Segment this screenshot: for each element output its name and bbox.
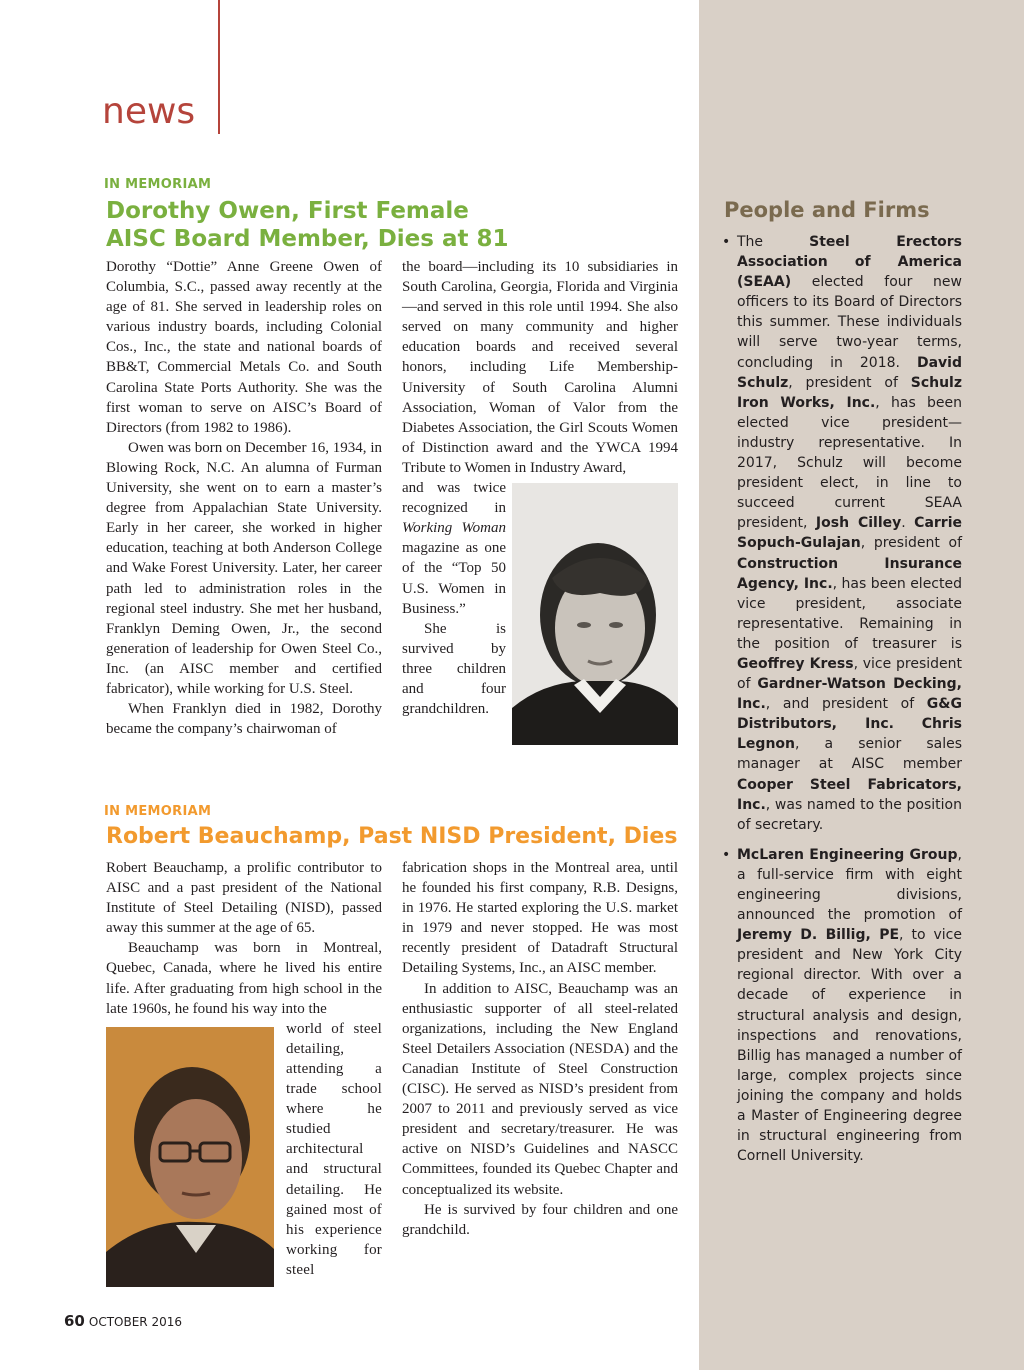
- page-footer: [64, 1312, 182, 1330]
- header-rule: [218, 0, 220, 134]
- article2-para: fabrication shops in the Montreal area, until he founded his first company, R.B. Designs, in 1976. He started exploring the U.S. market in 1979 and never stopped. He was most recently president of Datadraft Structural Detailing Systems, Inc., an AISC member.: [402, 860, 678, 977]
- text: , was named to the position of secretary.: [737, 796, 962, 833]
- article1-para: When Franklyn died in 1982, Dorothy became the company’s chairwoman of: [106, 701, 382, 738]
- article2-para: Robert Beauchamp, a prolific contributor to AISC and a past president of the National Institute of Steel Detailing (NISD), passed away this summer at the age of 65.: [106, 860, 382, 937]
- page-number: 60: [64, 1312, 85, 1330]
- article2-kicker: IN MEMORIAM: [104, 804, 212, 819]
- article1-headline-line1: Dorothy Owen, First Female: [106, 198, 469, 224]
- article2-para: Beauchamp was born in Montreal, Quebec, Canada, where he lived his entire life. After graduating from high school in the late 1960s, he found his way into the: [106, 940, 382, 1017]
- person-name: Geoffrey Kress: [737, 655, 854, 672]
- article1-headline: [106, 197, 509, 253]
- text: , a full-service firm with eight engineering divisions, announced the promotion of: [737, 846, 962, 924]
- article1-text: and was twice recognized in: [402, 480, 506, 517]
- article2-headline: Robert Beauchamp, Past NISD President, Dies: [106, 824, 678, 849]
- article1-para: She is survived by three children and four grandchildren.: [402, 620, 506, 718]
- dorothy-owen-portrait: [512, 483, 678, 745]
- person-name: Jeremy D. Billig, PE: [737, 927, 900, 944]
- org-name: McLaren Engineering Group: [737, 846, 958, 863]
- article1-kicker: IN MEMORIAM: [104, 177, 212, 192]
- text: , vice president of: [737, 655, 962, 693]
- article1-column1: [106, 257, 382, 739]
- text: , president of: [860, 535, 962, 552]
- text: , a senior sales manager at AISC member: [737, 736, 962, 773]
- text: .: [901, 515, 915, 532]
- article1-column2: [402, 257, 678, 777]
- text: elected four new officers to its Board of Directors this summer. These individuals will serve two-year terms, concluding in 2018.: [737, 274, 962, 371]
- article2-column2: [402, 858, 678, 1240]
- text: [894, 716, 922, 732]
- org-name: Schulz Iron Works, Inc.: [737, 374, 962, 411]
- text: , to vice president and New York City regional director. With over a decade of experience in structural analysis and design, inspections and renovations, Billig has managed a number of large, complex projects since joining the company and holds a Master of Engineering degree in structural engineering from Cornell University.: [737, 927, 962, 1165]
- article2-para: world of steel detailing, attending a trade school where he studied architectural and structural detailing. He gained most of his experience working for steel: [286, 1020, 382, 1278]
- org-name: Cooper Steel Fabricators, Inc.: [737, 776, 962, 813]
- sidebar-item-mclaren: [722, 845, 962, 1167]
- section-title: news: [102, 91, 196, 132]
- robert-beauchamp-photo: [106, 1027, 274, 1287]
- article2-column1: [106, 858, 382, 1287]
- article1-headline-line2: AISC Board Member, Dies at 81: [106, 226, 509, 252]
- org-name: G&G Distributors, Inc.: [737, 696, 962, 733]
- article1-text: magazine as one of the “Top 50 U.S. Women in Business.”: [402, 540, 506, 617]
- org-name: Steel Erectors Association of America (SEAA): [737, 234, 962, 291]
- article1-para: Dorothy “Dottie” Anne Greene Owen of Columbia, S.C., passed away recently at the age of 81. She served in leadership roles on various industry boards, including Colonial Cos., Inc., the state and national boards of BB&T, Commercial Metals Co. and South Carolina State Ports Authority. She was the first woman to serve on AISC’s Board of Directors (from 1982 to 1986).: [106, 259, 382, 436]
- article1-para: Owen was born on December 16, 1934, in Blowing Rock, N.C. An alumna of Furman University, she went on to earn a master’s degree from Appalachian State University. Early in her career, she worked in higher education, teaching at both Anderson College and Wake Forest University. Later, her career path led to administration roles in the regional steel industry. She met her husband, Franklyn Deming Owen, Jr., the second generation of leadership for Owen Steel Co., Inc. (an AISC member and certified fabricator), while working for U.S. Steel.: [106, 439, 382, 697]
- issue-date: OCTOBER 2016: [88, 1315, 182, 1329]
- text: , and president of: [765, 696, 927, 713]
- sidebar-content: [722, 232, 962, 1176]
- text: , has been elected vice president—industry representative. In 2017, Schulz will become president elect, in line to succeed current SEAA president,: [737, 394, 962, 532]
- text: The: [737, 234, 810, 250]
- dorothy-owen-photo: [512, 483, 678, 745]
- org-name: Construction Insurance Agency, Inc.: [737, 555, 962, 592]
- article2-para: In addition to AISC, Beauchamp was an enthusiastic supporter of all steel-related organizations, including the New England Steel Detailers Association (NESDA) and the Canadian Institute of Steel Construction (CISC). He served as NISD’s president from 2007 to 2011 and previously served as vice president and secretary/treasurer. He was active on NISD’s Guidelines and NASCC Committees, founded its Quebec Chapter and conceptualized its website.: [402, 980, 678, 1198]
- text: , has been elected vice president, associate representative. Remaining in the position of treasurer is: [737, 575, 962, 652]
- robert-beauchamp-portrait: [106, 1027, 274, 1287]
- publication-title: Working Woman: [402, 520, 506, 537]
- org-name: Gardner-Watson Decking, Inc.: [737, 676, 962, 713]
- person-name: Carrie Sopuch-Gulajan: [737, 515, 962, 552]
- person-name: David Schulz: [737, 354, 962, 391]
- person-name: Josh Cilley: [815, 515, 902, 532]
- article2-para: He is survived by four children and one grandchild.: [402, 1201, 678, 1238]
- person-name: Chris Legnon: [737, 716, 962, 753]
- sidebar-title: People and Firms: [724, 198, 930, 222]
- article1-para: the board—including its 10 subsidiaries in South Carolina, Georgia, Florida and Virginia—and served in this role until 1994. She also served on many community and higher education boards and received several honors, including Life Membership-University of South Carolina Alumni Association, Woman of Valor from the Diabetes Association, the Girl Scouts Women of Distinction award and the YWCA 1994 Tribute to Women in Industry Award,: [402, 259, 678, 476]
- text: , president of: [788, 374, 911, 391]
- sidebar-item-seaa: [722, 232, 962, 835]
